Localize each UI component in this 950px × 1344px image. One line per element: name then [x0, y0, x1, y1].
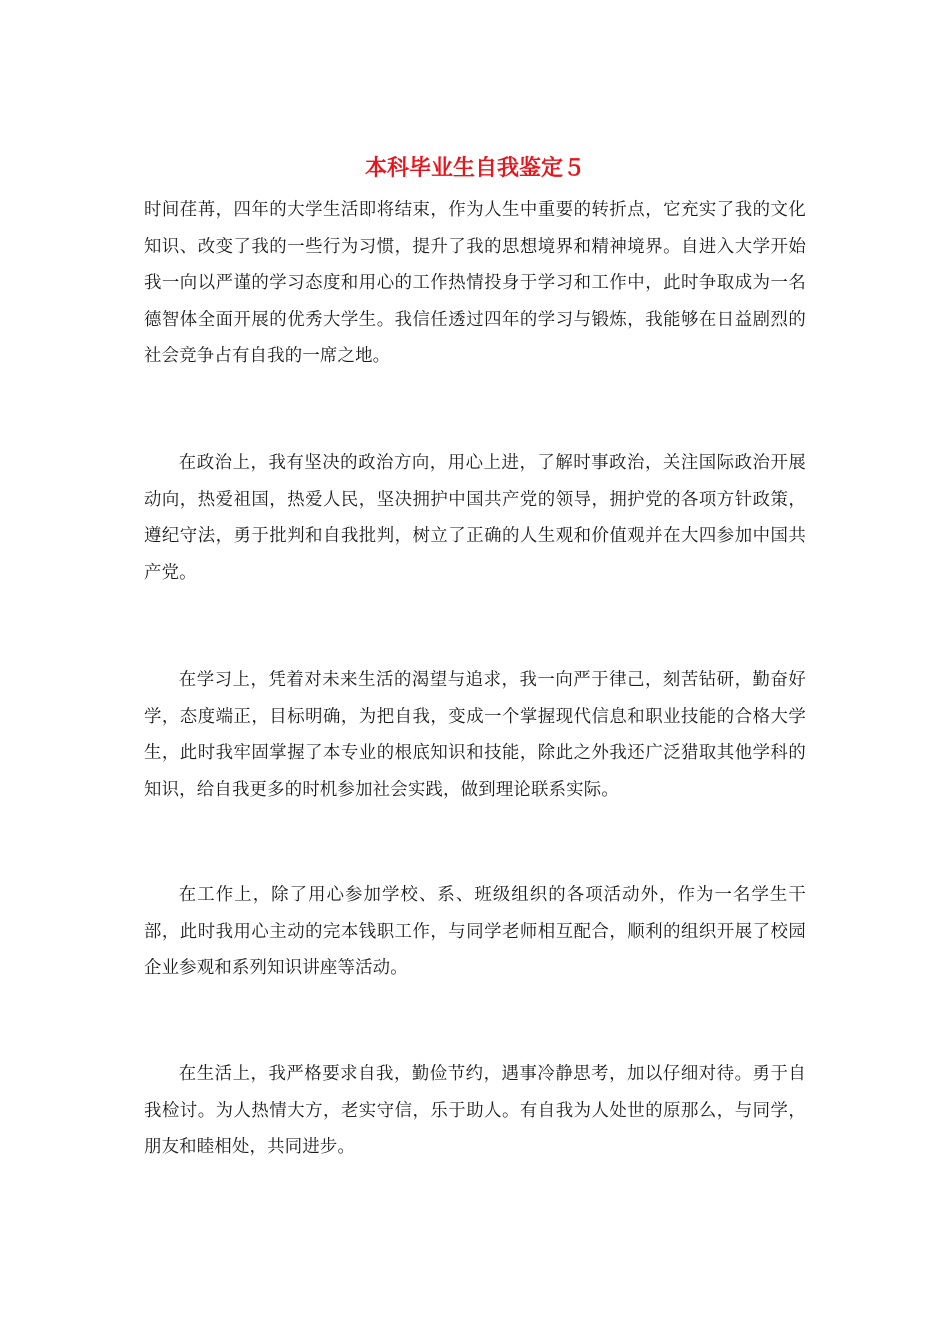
- life-paragraph: 在生活上，我严格要求自我，勤俭节约，遇事冷静思考，加以仔细对待。勇于自我检讨。为人热情大方，老实守信，乐于助人。有自我为人处世的原那么，与同学，朋友和睦相处，共同进步。: [144, 1064, 806, 1157]
- document-title: 本科毕业生自我鉴定５: [364, 155, 585, 181]
- intro-paragraph: 时间荏苒，四年的大学生活即将结束，作为人生中重要的转折点，它充实了我的文化知识、改变了我的一些行为习惯，提升了我的思想境界和精神境界。自进入大学开始我一向以严谨的学习态度和用心的工作热情投身于学习和工作中，此时争取成为一名德智体全面开展的优秀大学生。我信任透过四年的学习与锻炼，我能够在日益剧烈的社会竞争占有自我的一席之地。: [144, 200, 806, 366]
- work-paragraph: 在工作上，除了用心参加学校、系、班级组织的各项活动外，作为一名学生干部，此时我用心主动的完本钱职工作，与同学老师相互配合，顺利的组织开展了校园企业参观和系列知识讲座等活动。: [144, 885, 806, 978]
- politics-paragraph: 在政治上，我有坚决的政治方向，用心上进，了解时事政治，关注国际政治开展动向，热爱祖国，热爱人民，坚决拥护中国共产党的领导，拥护党的各项方针政策，遵纪守法，勇于批判和自我批判，树立了正确的人生观和价值观并在大四参加中国共产党。: [144, 453, 806, 583]
- study-paragraph: 在学习上，凭着对未来生活的渴望与追求，我一向严于律己，刻苦钻研，勤奋好学，态度端正，目标明确，为把自我，变成一个掌握现代信息和职业技能的合格大学生，此时我牢固掌握了本专业的根底知识和技能，除此之外我还广泛猎取其他学科的知识，给自我更多的时机参加社会实践，做到理论联系实际。: [144, 670, 806, 800]
